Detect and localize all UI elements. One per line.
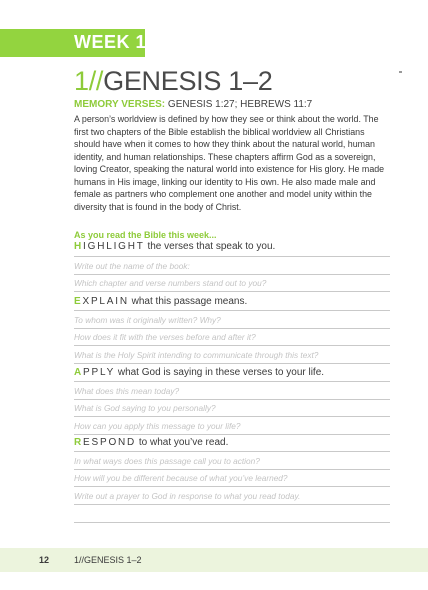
section-heading-explain <box>74 296 247 308</box>
section-initial: H <box>74 241 84 252</box>
section-word-rest: PPLY <box>83 367 116 378</box>
writing-line-prompt: How will you be different because of what you’ve learned? <box>74 473 288 483</box>
writing-line[interactable] <box>74 487 390 505</box>
writing-line[interactable] <box>74 274 390 292</box>
reading-prompt-header: As you read the Bible this week... <box>74 230 217 240</box>
section-heading-text: the verses that speak to you. <box>144 241 276 252</box>
memory-verses <box>74 98 312 112</box>
writing-line[interactable] <box>74 469 390 487</box>
section-heading-highlight <box>74 241 275 253</box>
footer-band <box>0 548 428 572</box>
section-heading-text: what this passage means. <box>128 296 248 307</box>
section-initial: R <box>74 437 84 448</box>
writing-line[interactable] <box>74 346 390 364</box>
writing-line[interactable] <box>74 328 390 346</box>
section-keyword <box>74 367 115 378</box>
page-title <box>74 65 272 97</box>
writing-line[interactable] <box>74 399 390 417</box>
title-text: GENESIS 1–2 <box>103 66 273 96</box>
memory-verses-refs: GENESIS 1:27; HEBREWS 11:7 <box>167 99 313 110</box>
section-initial: E <box>74 296 83 307</box>
section-keyword <box>74 437 136 448</box>
week-label: WEEK 1 <box>74 32 147 52</box>
writing-line-prompt: What does this mean today? <box>74 386 180 396</box>
memory-verses-label: MEMORY VERSES: <box>74 99 166 110</box>
section-keyword <box>74 241 145 252</box>
running-head: 1//GENESIS 1–2 <box>74 555 142 565</box>
section-heading-text: to what you’ve read. <box>136 437 229 448</box>
writing-line-prompt: What is the Holy Spirit intending to communicate through this text? <box>74 350 319 360</box>
section-word-rest: IGHLIGHT <box>83 241 145 252</box>
section-heading-respond <box>74 437 228 449</box>
writing-line-prompt: In what ways does this passage call you to action? <box>74 456 260 466</box>
writing-line-prompt: Write out a prayer to God in response to what you read today. <box>74 491 301 501</box>
section-initial: A <box>74 367 84 378</box>
section-heading-apply <box>74 367 324 379</box>
title-number: 1// <box>74 66 104 96</box>
writing-line-prompt: To whom was it originally written? Why? <box>74 315 221 325</box>
corner-mark <box>399 71 402 73</box>
section-keyword <box>74 296 129 307</box>
section-word-rest: ESPOND <box>83 437 137 448</box>
page-number: 12 <box>39 555 50 565</box>
week-banner <box>0 29 145 57</box>
section-heading-text: what God is saying in these verses to your life. <box>115 367 325 378</box>
writing-line-prompt: What is God saying to you personally? <box>74 403 216 413</box>
writing-line-prompt: Which chapter and verse numbers stand out to you? <box>74 278 267 288</box>
writing-line[interactable] <box>74 381 390 400</box>
writing-line-prompt: How does it fit with the verses before and after it? <box>74 332 256 342</box>
writing-line[interactable] <box>74 451 390 470</box>
writing-line[interactable] <box>74 310 390 329</box>
section-word-rest: XPLAIN <box>82 296 129 307</box>
writing-line-prompt: How can you apply this message to your life? <box>74 421 241 431</box>
writing-line-prompt: Write out the name of the book: <box>74 261 190 271</box>
intro-paragraph: A person’s worldview is defined by how they see or think about the world. The first two chapters of the Bible establish the biblical worldview all Christians should have when it comes to how they think about the natural world, human identity, and human relationships. These chapters affirm God as a sovereign, loving Creator, speaking the natural world into existence for His glory. He made humans in His image, linking our identity to His own. He also made male and female as partners who complement one another and model unity within the diversity that is found in the body of Christ. <box>74 114 385 212</box>
writing-line[interactable] <box>74 256 390 275</box>
writing-line[interactable] <box>74 505 390 523</box>
writing-line[interactable] <box>74 417 390 435</box>
